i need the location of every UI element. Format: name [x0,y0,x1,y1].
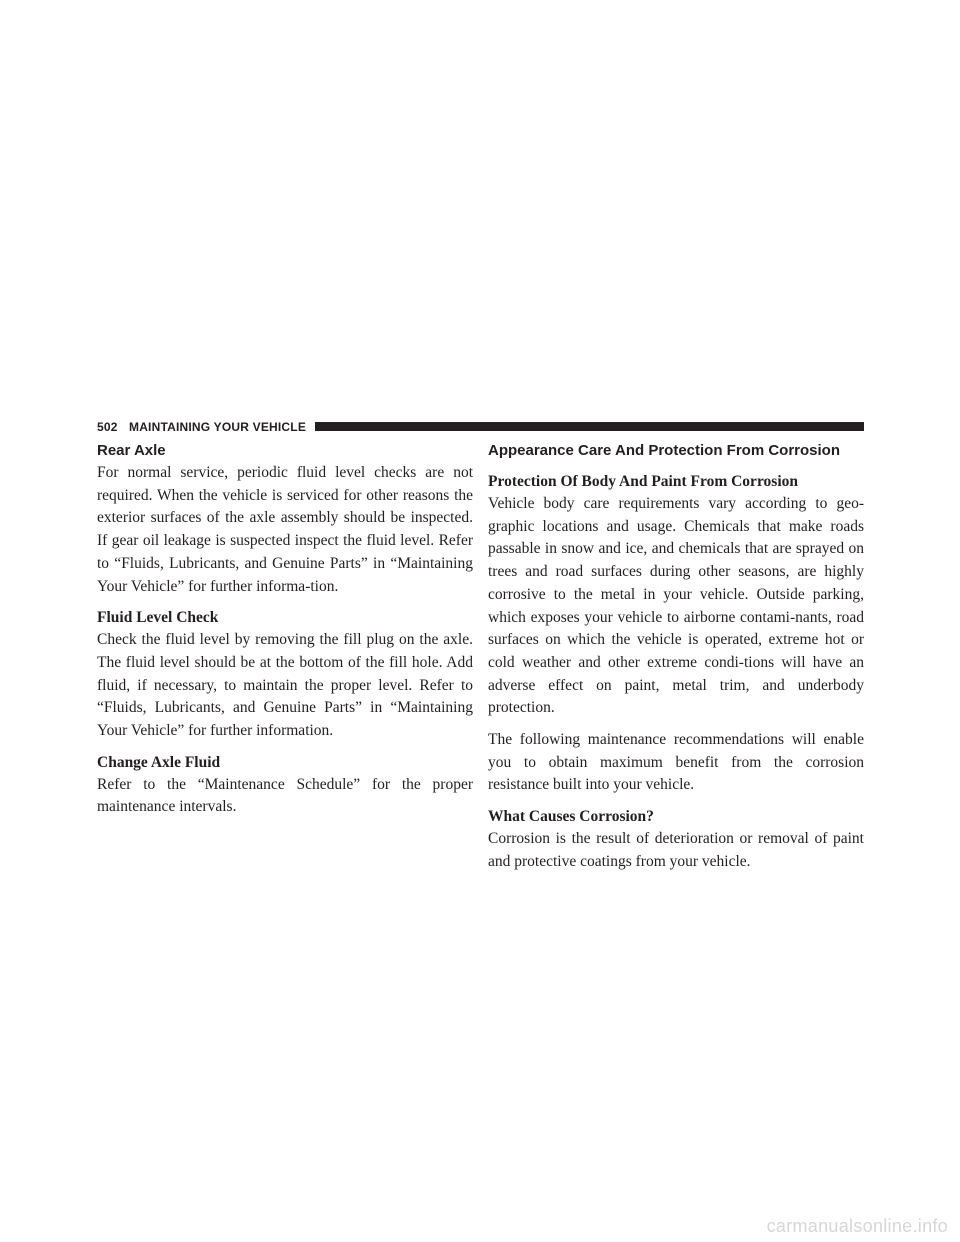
page-header [97,420,864,434]
change-axle-fluid-heading: Change Axle Fluid [97,753,221,771]
causes-paragraph: Corrosion is the result of deterioration or removal of paint and protective coatings from your vehicle. [488,830,864,870]
header-rule [315,422,864,431]
fluid-level-paragraph: Check the fluid level by removing the fill plug on the axle. The fluid level should be at the bottom of the fill hole. Add fluid, if necessary, to maintain the proper level. Refer to “Fluids, Lubricants, and Genuine Parts” in “Maintaining Your Vehicle” for further information. [97,631,473,740]
rear-axle-heading: Rear Axle [97,442,166,459]
right-column [488,440,864,874]
causes-heading: What Causes Corrosion? [488,808,654,826]
section-title: MAINTAINING YOUR VEHICLE [129,420,307,434]
appearance-care-heading: Appearance Care And Protection From Corrosion [488,442,841,459]
left-column [97,440,473,819]
page-number: 502 [97,420,118,434]
maintenance-paragraph: The following maintenance recommendations will enable you to obtain maximum benefit from the corrosion resistance built into your vehicle. [488,731,864,794]
watermark: carmanualsonline.info [766,1216,948,1236]
rear-axle-paragraph: For normal service, periodic fluid level checks are not required. When the vehicle is serviced for other reasons the exterior surfaces of the axle assembly should be inspected. If gear oil leakage is suspected inspect the fluid level. Refer to “Fluids, Lubricants, and Genuine Parts” in “Maintaining Your Vehicle” for further informa-tion. [97,464,473,595]
protection-paragraph: Vehicle body care requirements vary according to geo-graphic locations and usage. Chemicals that make roads passable in snow and ice, and chemicals that are sprayed on trees and road surfaces during other seasons, are highly corrosive to the metal in your vehicle. Outside parking, which exposes your vehicle to airborne contami-nants, road surfaces on which the vehicle is operated, extreme hot or cold weather and other extreme condi-tions will have an adverse effect on paint, metal trim, and underbody protection. [488,495,864,717]
fluid-level-heading: Fluid Level Check [97,609,219,627]
protection-heading: Protection Of Body And Paint From Corrosion [488,473,798,490]
change-axle-fluid-paragraph: Refer to the “Maintenance Schedule” for the proper maintenance intervals. [97,775,473,816]
